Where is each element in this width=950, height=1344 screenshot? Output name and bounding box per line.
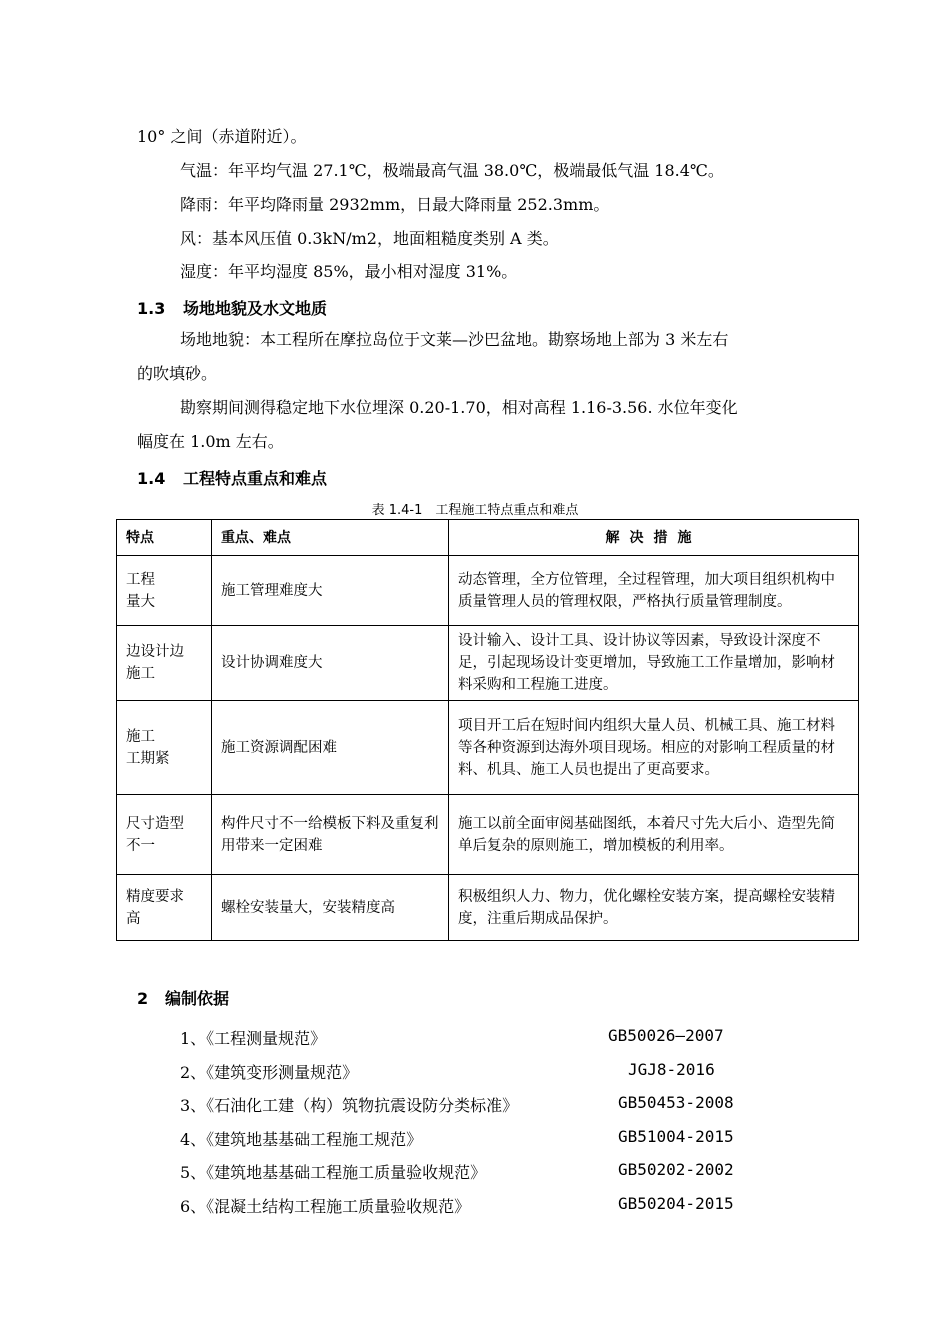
difficulty-cell: 螺栓安装量大，安装精度高 [212,875,449,941]
reference-item: 4、《建筑地基基础工程施工规范》 [180,1129,423,1149]
section-number: 1.3 [137,299,166,318]
reference-item: 2、《建筑变形测量规范》 [180,1062,359,1082]
header-feature: 特点 [117,520,212,556]
reference-code: GB50026—2007 [608,1026,724,1045]
difficulty-cell: 构件尺寸不一给模板下料及重复利用带来一定困难 [212,795,449,875]
feature-cell: 边设计边 施工 [117,626,212,701]
solution-cell: 积极组织人力、物力，优化螺栓安装方案，提高螺栓安装精度，注重后期成品保护。 [449,875,859,941]
section-number: 2 [137,989,149,1008]
table-row [117,556,859,626]
section-1-3-heading [137,296,327,319]
reference-code: GB50453-2008 [618,1093,734,1113]
header-difficulty: 重点、难点 [212,520,449,556]
terrain-paragraph-line-2: 的吹填砂。 [137,364,218,383]
climate-humidity-line: 湿度：年平均湿度 85%，最小相对湿度 31%。 [180,262,518,281]
features-table [116,519,859,941]
table-caption: 表 1.4-1 工程施工特点重点和难点 [371,503,579,518]
solution-cell: 施工以前全面审阅基础图纸，本着尺寸先大后小、造型先简单后复杂的原则施工，增加模板的利用率。 [449,795,859,875]
reference-item: 3、《石油化工建（构）筑物抗震设防分类标准》 [180,1096,519,1116]
section-2-heading [137,986,229,1009]
table-row [117,626,859,701]
section-1-4-heading [137,466,327,489]
header-solution: 解决措施 [449,520,859,556]
difficulty-cell: 施工资源调配困难 [212,701,449,795]
groundwater-paragraph-line-1: 勘察期间测得稳定地下水位埋深 0.20-1.70，相对高程 1.16-3.56. 水位年变化 [180,398,738,417]
solution-cell: 设计输入、设计工具、设计协议等因素，导致设计深度不足，引起现场设计变更增加，导致施工工作量增加，影响材料采购和工程施工进度。 [449,626,859,701]
terrain-paragraph-line-1: 场地地貌：本工程所在摩拉岛位于文莱—沙巴盆地。勘察场地上部为 3 米左右 [180,330,729,349]
section-title: 编制依据 [165,989,230,1008]
feature-cell: 尺寸造型 不一 [117,795,212,875]
difficulty-cell: 设计协调难度大 [212,626,449,701]
section-title: 场地地貌及水文地质 [183,299,328,318]
section-number: 1.4 [137,469,166,488]
reference-code: GB50204-2015 [618,1194,734,1213]
difficulty-cell: 施工管理难度大 [212,556,449,626]
reference-item: 6、《混凝土结构工程施工质量验收规范》 [180,1197,471,1216]
climate-wind-line: 风：基本风压值 0.3kN/m2，地面粗糙度类别 A 类。 [180,229,559,248]
reference-code: GB51004-2015 [618,1126,734,1146]
climate-latitude-line: 10° 之间（赤道附近）。 [137,127,307,146]
section-title: 工程特点重点和难点 [183,469,328,488]
reference-item: 1、《工程测量规范》 [180,1029,327,1048]
table-header-row [117,520,859,556]
feature-cell: 工程 量大 [117,556,212,626]
solution-cell: 项目开工后在短时间内组织大量人员、机械工具、施工材料等各种资源到达海外项目现场。相应的对影响工程质量的材料、机具、施工人员也提出了更高要求。 [449,701,859,795]
groundwater-paragraph-line-2: 幅度在 1.0m 左右。 [137,432,284,451]
climate-rainfall-line: 降雨：年平均降雨量 2932mm，日最大降雨量 252.3mm。 [180,195,610,214]
reference-code: JGJ8-2016 [628,1059,715,1079]
table-row [117,875,859,941]
table-row [117,701,859,795]
solution-cell: 动态管理，全方位管理，全过程管理，加大项目组织机构中质量管理人员的管理权限，严格执行质量管理制度。 [449,556,859,626]
feature-cell: 施工 工期紧 [117,701,212,795]
reference-item: 5、《建筑地基基础工程施工质量验收规范》 [180,1163,487,1183]
feature-cell: 精度要求 高 [117,875,212,941]
reference-code: GB50202-2002 [618,1160,734,1180]
climate-temperature-line: 气温：年平均气温 27.1℃，极端最高气温 38.0℃，极端最低气温 18.4℃。 [180,161,724,180]
table-row [117,795,859,875]
